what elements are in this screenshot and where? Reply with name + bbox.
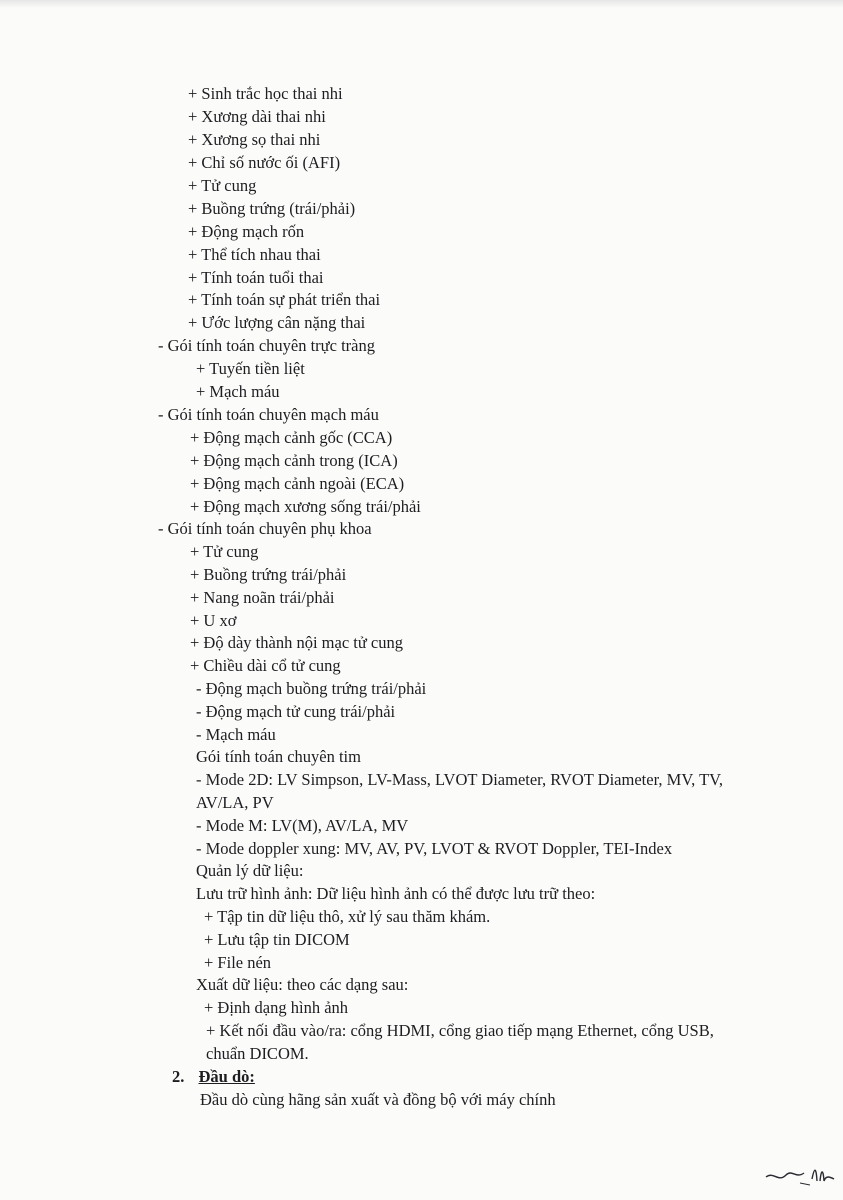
paragraph-line: Lưu trữ hình ảnh: Dữ liệu hình ảnh có thể được lưu trữ theo: — [196, 884, 596, 903]
list-item: - Mạch máu — [196, 725, 276, 744]
list-item: + Kết nối đầu vào/ra: cổng HDMI, cổng giao tiếp mạng Ethernet, cổng USB, — [206, 1021, 714, 1040]
list-item: + Sinh trắc học thai nhi — [188, 84, 343, 103]
scan-top-edge — [0, 0, 843, 8]
paragraph-line: chuẩn DICOM. — [206, 1044, 309, 1063]
list-item: + Chỉ số nước ối (AFI) — [188, 153, 341, 172]
list-item: + Tử cung — [190, 542, 259, 561]
list-item: + Tính toán sự phát triển thai — [188, 290, 381, 309]
signature-mark — [760, 1155, 840, 1195]
list-item: + Buồng trứng trái/phải — [190, 565, 347, 584]
list-item: + Thể tích nhau thai — [188, 245, 321, 264]
list-item: + U xơ — [190, 611, 237, 630]
section-heading — [172, 1067, 255, 1087]
list-item: + Định dạng hình ảnh — [204, 998, 349, 1017]
section-number: 2. — [172, 1067, 185, 1086]
paragraph-line: AV/LA, PV — [196, 793, 274, 812]
list-heading: - Gói tính toán chuyên mạch máu — [158, 405, 379, 424]
list-item: + Buồng trứng (trái/phải) — [188, 199, 356, 218]
list-item: + Động mạch cảnh trong (ICA) — [190, 451, 398, 470]
section-body: Đầu dò cùng hãng sản xuất và đồng bộ với máy chính — [200, 1090, 556, 1109]
list-heading: - Gói tính toán chuyên phụ khoa — [158, 519, 372, 538]
list-item: + Nang noãn trái/phải — [190, 588, 335, 607]
list-item: + Mạch máu — [196, 382, 280, 401]
list-item: + Động mạch xương sống trái/phải — [190, 497, 421, 516]
list-item: + Động mạch cảnh gốc (CCA) — [190, 428, 393, 447]
list-item: + Lưu tập tin DICOM — [204, 930, 350, 949]
paragraph-line: - Mode 2D: LV Simpson, LV-Mass, LVOT Diameter, RVOT Diameter, MV, TV, — [196, 770, 724, 789]
list-item: + Độ dày thành nội mạc tử cung — [190, 633, 403, 652]
list-item: + Động mạch cảnh ngoài (ECA) — [190, 474, 405, 493]
list-heading: - Gói tính toán chuyên trực tràng — [158, 336, 375, 355]
list-item: + Động mạch rốn — [188, 222, 305, 241]
list-item: + Tập tin dữ liệu thô, xử lý sau thăm khám. — [204, 907, 491, 926]
list-item: - Động mạch tử cung trái/phải — [196, 702, 396, 721]
list-item: + Tử cung — [188, 176, 257, 195]
list-item: + Ước lượng cân nặng thai — [188, 313, 366, 332]
paragraph-line: - Mode doppler xung: MV, AV, PV, LVOT & RVOT Doppler, TEI-Index — [196, 839, 673, 858]
paragraph-line: Quản lý dữ liệu: — [196, 861, 304, 880]
section-title: Đầu dò: — [198, 1067, 255, 1086]
list-item: + Tuyến tiền liệt — [196, 359, 305, 378]
paragraph-line: Gói tính toán chuyên tim — [196, 747, 361, 766]
paragraph-line: Xuất dữ liệu: theo các dạng sau: — [196, 975, 409, 994]
list-item: - Động mạch buồng trứng trái/phải — [196, 679, 427, 698]
list-item: + Xương sọ thai nhi — [188, 130, 321, 149]
list-item: + Tính toán tuổi thai — [188, 268, 324, 287]
list-item: + Chiều dài cổ tử cung — [190, 656, 341, 675]
list-item: + Xương dài thai nhi — [188, 107, 326, 126]
paragraph-line: - Mode M: LV(M), AV/LA, MV — [196, 816, 409, 835]
list-item: + File nén — [204, 953, 272, 972]
